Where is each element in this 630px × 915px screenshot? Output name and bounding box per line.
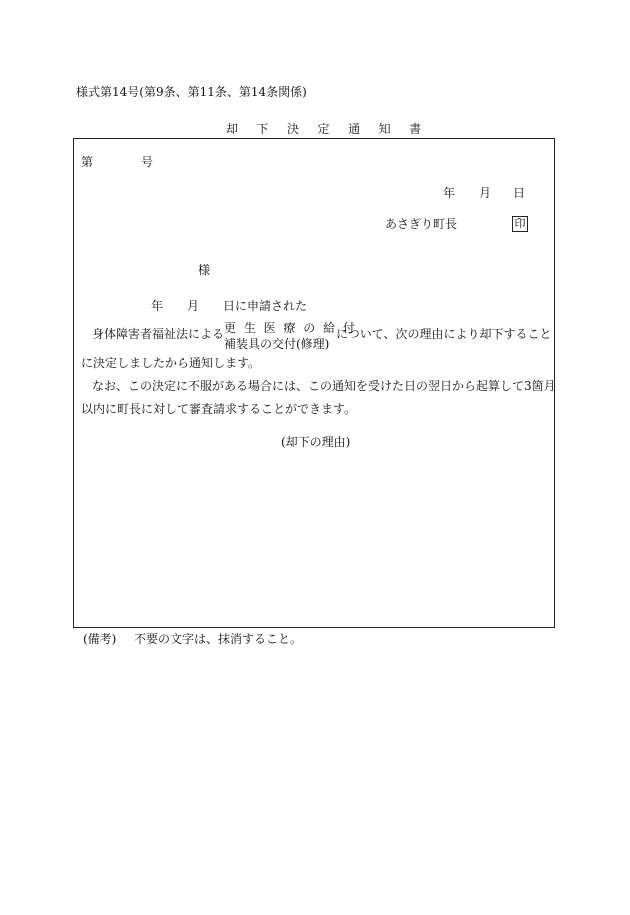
title-char: 通	[348, 122, 361, 136]
service-option: 更 生 医 療 の 給 付	[224, 321, 357, 335]
seal-mark: 印	[512, 216, 528, 232]
law-prefix: 身体障害者福祉法による	[92, 327, 225, 341]
recipient-suffix: 様	[198, 263, 211, 277]
issue-date-month: 月	[479, 186, 492, 200]
title-char: 定	[317, 122, 331, 136]
document-number-suffix: 号	[141, 155, 154, 169]
title-char: 却	[226, 122, 239, 136]
body-line2: に決定しましたから通知します。	[81, 356, 261, 370]
reason-heading: (却下の理由)	[281, 435, 351, 449]
document-title	[226, 123, 422, 135]
remarks-label: (備考)	[83, 632, 117, 646]
title-char: 書	[409, 122, 422, 136]
application-date-year: 年	[151, 299, 164, 313]
remarks-text: 不要の文字は、抹消すること。	[134, 632, 303, 646]
document-number-prefix: 第	[81, 155, 94, 169]
body-line1-tail: について、次の理由により却下すること	[336, 327, 552, 341]
title-char: 知	[378, 122, 392, 136]
form-number-label: 様式第14号(第9条、第11条、第14条関係)	[76, 85, 307, 99]
title-char: 決	[287, 122, 300, 136]
application-date-tail: 日に申請された	[223, 299, 308, 313]
appeal-line2: 以内に町長に対して審査請求することができます。	[81, 402, 357, 416]
title-char: 下	[256, 122, 270, 136]
application-date-month: 月	[187, 299, 200, 313]
issue-date-year: 年	[443, 186, 456, 200]
issuer-name: あさぎり町長	[385, 217, 458, 231]
issue-date	[443, 187, 525, 199]
appeal-line1: なお、この決定に不服がある場合には、この通知を受けた日の翌日から起算して3箇月	[92, 379, 556, 393]
issue-date-day: 日	[513, 186, 526, 200]
service-option: 補装具の交付(修理)	[224, 337, 330, 351]
remarks	[83, 633, 302, 645]
